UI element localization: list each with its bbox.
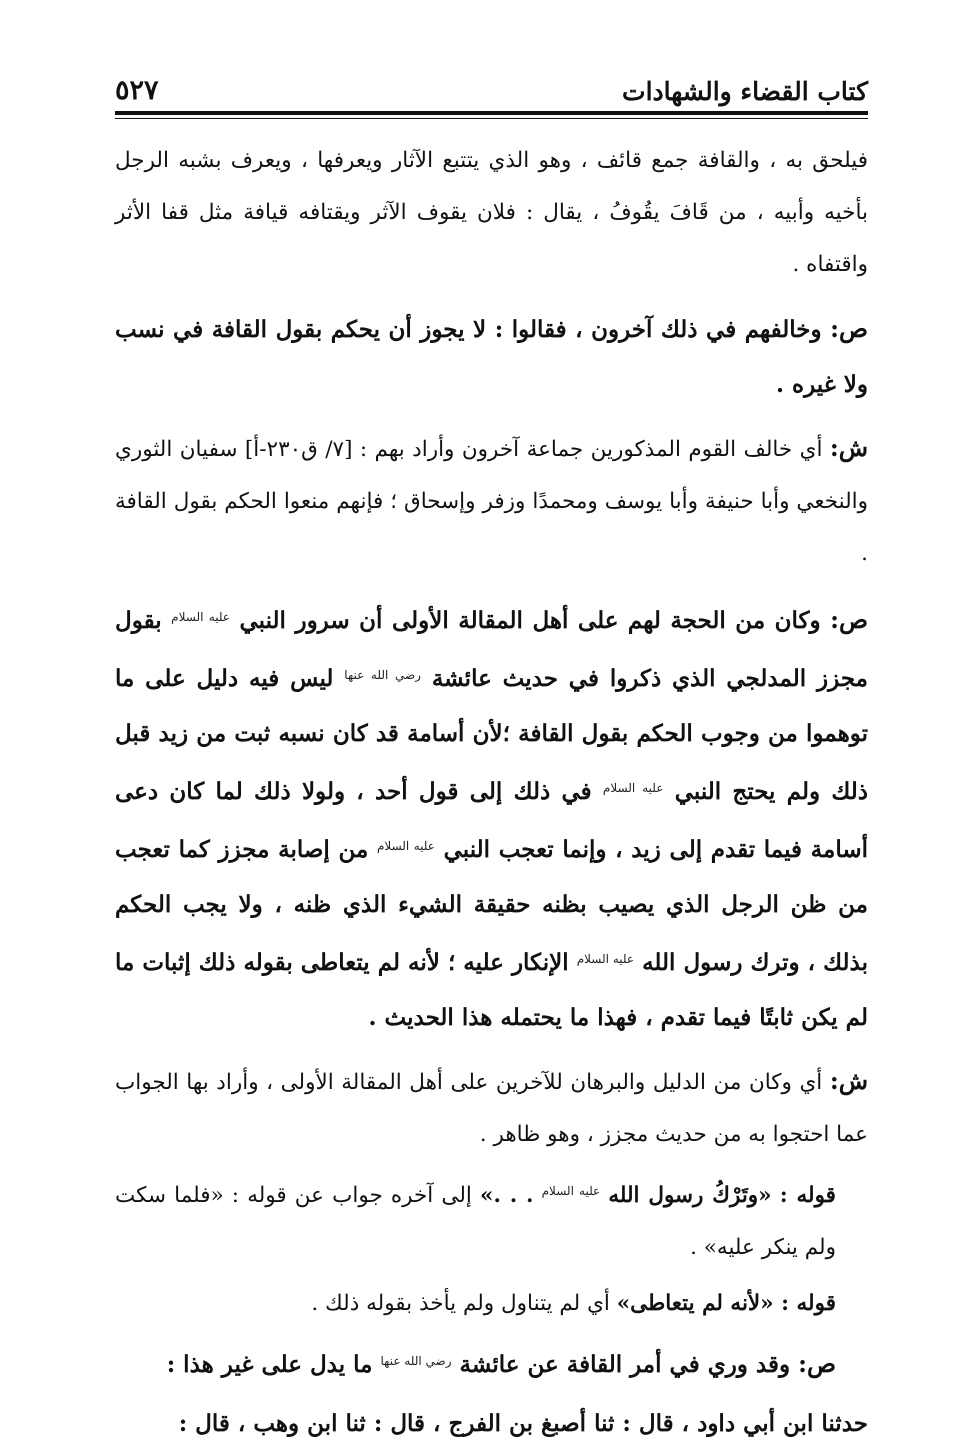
honorific-glyph: رضي الله عنها: [344, 668, 421, 682]
shin-marker: ش:: [829, 433, 869, 462]
honorific-glyph: عليه السلام: [541, 1184, 601, 1198]
paragraph-text: أي لم يتناول ولم يأخذ بقوله ذلك .: [311, 1291, 610, 1316]
text-segment: وكان من الحجة لهم على أهل المقالة الأولى أن سرور النبي: [239, 607, 821, 634]
sad-marker: ص:: [830, 314, 869, 343]
text-segment: وقد وري في أمر القافة عن عائشة: [459, 1351, 791, 1378]
honorific-glyph: رضي الله عنها: [380, 1354, 452, 1368]
honorific-glyph: عليه السلام: [171, 610, 230, 624]
commentary-paragraph-1: [115, 135, 868, 291]
book-title: كتاب القضاء والشهادات: [622, 77, 868, 106]
text-segment: الإنكار عليه ؛ لأنه لم يتعاطى بقوله ذلك إثبات ما لم يكن ثابتًا فيما تقدم ، فهذا ما يحتمله هذا الحديث .: [115, 949, 868, 1031]
text-segment: ما يدل على غير هذا :: [166, 1351, 373, 1378]
paragraph-text: حدثنا ابن أبي داود ، قال : ثنا أصبغ بن الفرج ، قال : ثنا ابن وهب ، قال :: [178, 1410, 868, 1437]
qawl-lead: قوله : «لأنه لم يتعاطى»: [616, 1291, 836, 1316]
page-body: [115, 135, 868, 1451]
paragraph-text: أي وكان من الدليل والبرهان للآخرين على أهل المقالة الأولى ، وأراد بها الجواب عما احتجوا به من حديث مجزز ، وهو ظاهر .: [115, 1070, 868, 1147]
paragraph-text: فيلحق به ، والقافة جمع قائف ، وهو الذي يتتبع الآثار ويعرفها ، ويعرف بشبه الرجل بأخيه وأبيه ، من قَافَ يقُوفُ ، يقال : فلان يقوف الآثر ويقتافه قيافة مثل قفا الأثر واقتفاه .: [115, 148, 868, 277]
commentary-paragraph-4: [115, 1165, 868, 1274]
honorific-glyph: عليه السلام: [376, 839, 435, 853]
text-segment: من إصابة مجزز كما تعجب من ظن الرجل الذي يصيب بظنه حقيقة الشيء الذي ظنه ، ولا يجب الحكم بذلك ، وترك رسول الله: [115, 836, 868, 976]
matn-paragraph-4: [115, 1396, 868, 1451]
honorific-glyph: عليه السلام: [576, 952, 635, 966]
qawl-lead: قوله :: [779, 1183, 836, 1208]
commentary-paragraph-3: [115, 1055, 868, 1161]
matn-paragraph-1: [115, 301, 868, 412]
text-segment: بقول مجزز المدلجي الذي ذكروا في حديث عائشة: [115, 607, 869, 692]
page-number: ٥٢٧: [115, 75, 159, 106]
matn-paragraph-2: [115, 590, 868, 1045]
sad-marker: ص:: [798, 1349, 836, 1378]
matn-paragraph-3: [115, 1334, 868, 1392]
shin-marker: ش:: [829, 1066, 868, 1095]
paragraph-text: أي خالف القوم المذكورين جماعة آخرون وأراد بهم : [٧/ ق٢٣٠-أ] سفيان الثوري والنخعي وأبا حنيفة وأبا يوسف ومحمدًا وزفر وإسحاق ؛ فإنهم منعوا الحكم بقول القافة .: [115, 437, 868, 566]
commentary-paragraph-5: [115, 1278, 868, 1330]
running-header: [115, 66, 868, 106]
text-segment: ليس فيه دليل على ما توهموا من وجوب الحكم بقول القافة ؛لأن أسامة قد كان نسبه ثبت من زيد قبل ذلك ولم يحتج النبي: [115, 665, 869, 805]
commentary-paragraph-2: [115, 422, 868, 580]
quote-end: . . .»: [480, 1183, 534, 1208]
honorific-glyph: عليه السلام: [602, 781, 664, 795]
text-segment: في ذلك إلى قول أحد ، ولولا ذلك لما كان دعى أسامة فيما تقدم إلى زيد ، وإنما تعجب النبي: [115, 778, 868, 863]
paragraph-text: وخالفهم في ذلك آخرون ، فقالوا : لا يجوز أن يحكم بقول القافة في نسب ولا غيره .: [115, 316, 868, 398]
header-rule-thin: [115, 118, 868, 119]
header-rule-thick: [115, 111, 868, 115]
sad-marker: ص:: [830, 605, 869, 634]
paragraph-text: إلى آخره جواب عن قوله : «فلما سكت ولم ينكر عليه» .: [115, 1183, 836, 1260]
quoted-text: «وتَرْكُ رسول الله: [608, 1183, 772, 1208]
